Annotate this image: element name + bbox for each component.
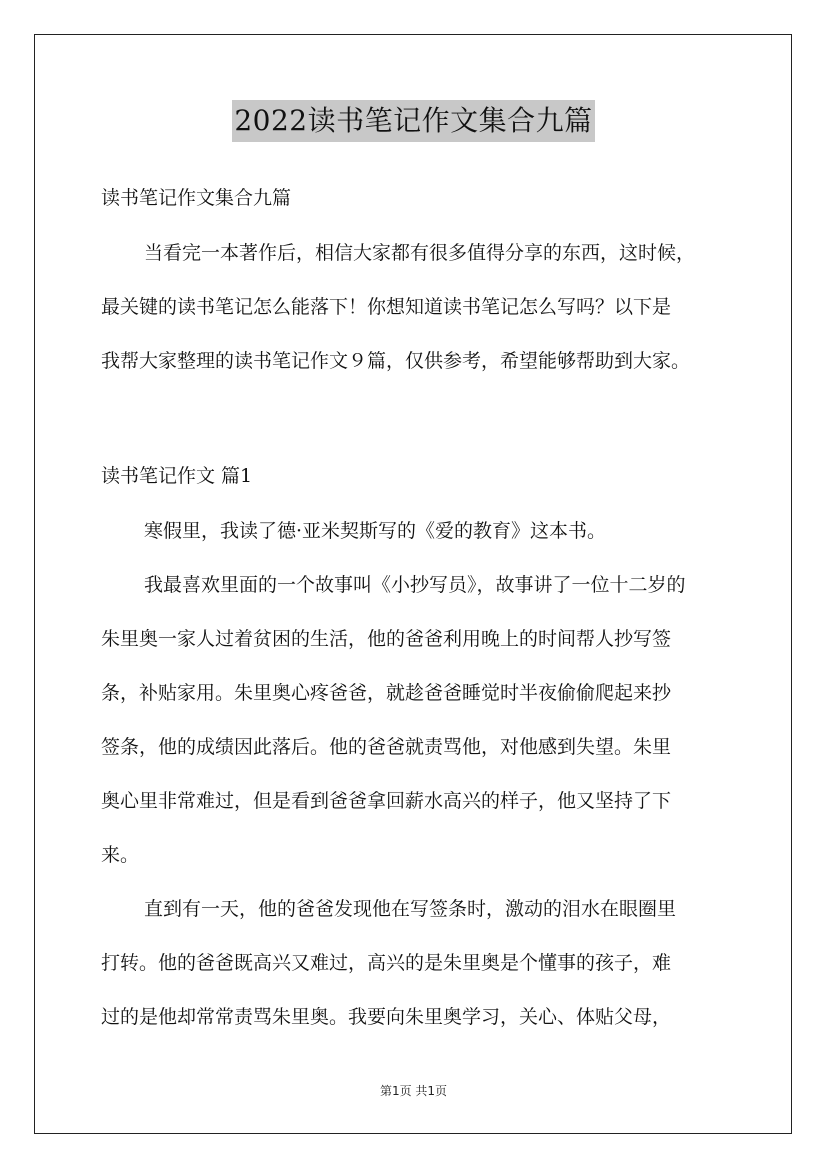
paragraph-line: 朱里奥一家人过着贫困的生活，他的爸爸利用晚上的时间帮人抄写签 bbox=[101, 628, 672, 650]
page-footer: 第1页 共1页 bbox=[379, 1084, 448, 1098]
document-body bbox=[101, 170, 751, 1044]
paragraph-line: 直到有一天，他的爸爸发现他在写签条时，激动的泪水在眼圈里 bbox=[144, 898, 677, 920]
paragraph-line: 寒假里，我读了德·亚米契斯写的《爱的教育》这本书。 bbox=[144, 520, 607, 542]
section-gap bbox=[101, 388, 751, 448]
intro-paragraph bbox=[101, 226, 751, 388]
document-subtitle: 读书笔记作文集合九篇 bbox=[101, 187, 292, 209]
paragraph-line: 来。 bbox=[101, 844, 140, 866]
body-paragraph bbox=[101, 882, 751, 1044]
intro-line: 当看完一本著作后，相信大家都有很多值得分享的东西，这时候， bbox=[144, 242, 696, 264]
body-paragraph bbox=[101, 504, 751, 558]
title-container bbox=[0, 100, 827, 142]
paragraph-line: 我最喜欢里面的一个故事叫《小抄写员》，故事讲了一位十二岁的 bbox=[144, 574, 686, 596]
intro-line: 我帮大家整理的读书笔记作文９篇，仅供参考，希望能够帮助到大家。 bbox=[101, 350, 691, 372]
paragraph-line: 条，补贴家用。朱里奥心疼爸爸，就趁爸爸睡觉时半夜偷偷爬起来抄 bbox=[101, 682, 672, 704]
section-heading: 读书笔记作文 篇1 bbox=[101, 465, 253, 487]
document-title: 2022读书笔记作文集合九篇 bbox=[232, 100, 594, 142]
paragraph-line: 奥心里非常难过，但是看到爸爸拿回薪水高兴的样子，他又坚持了下 bbox=[101, 790, 672, 812]
paragraph-line: 打转。他的爸爸既高兴又难过，高兴的是朱里奥是个懂事的孩子，难 bbox=[101, 952, 672, 974]
paragraph-line: 过的是他却常常责骂朱里奥。我要向朱里奥学习，关心、体贴父母， bbox=[101, 1006, 672, 1028]
paragraph-line: 签条，他的成绩因此落后。他的爸爸就责骂他，对他感到失望。朱里 bbox=[101, 736, 672, 758]
intro-line: 最关键的读书笔记怎么能落下！你想知道读书笔记怎么写吗？以下是 bbox=[101, 296, 672, 318]
body-paragraph bbox=[101, 558, 751, 882]
